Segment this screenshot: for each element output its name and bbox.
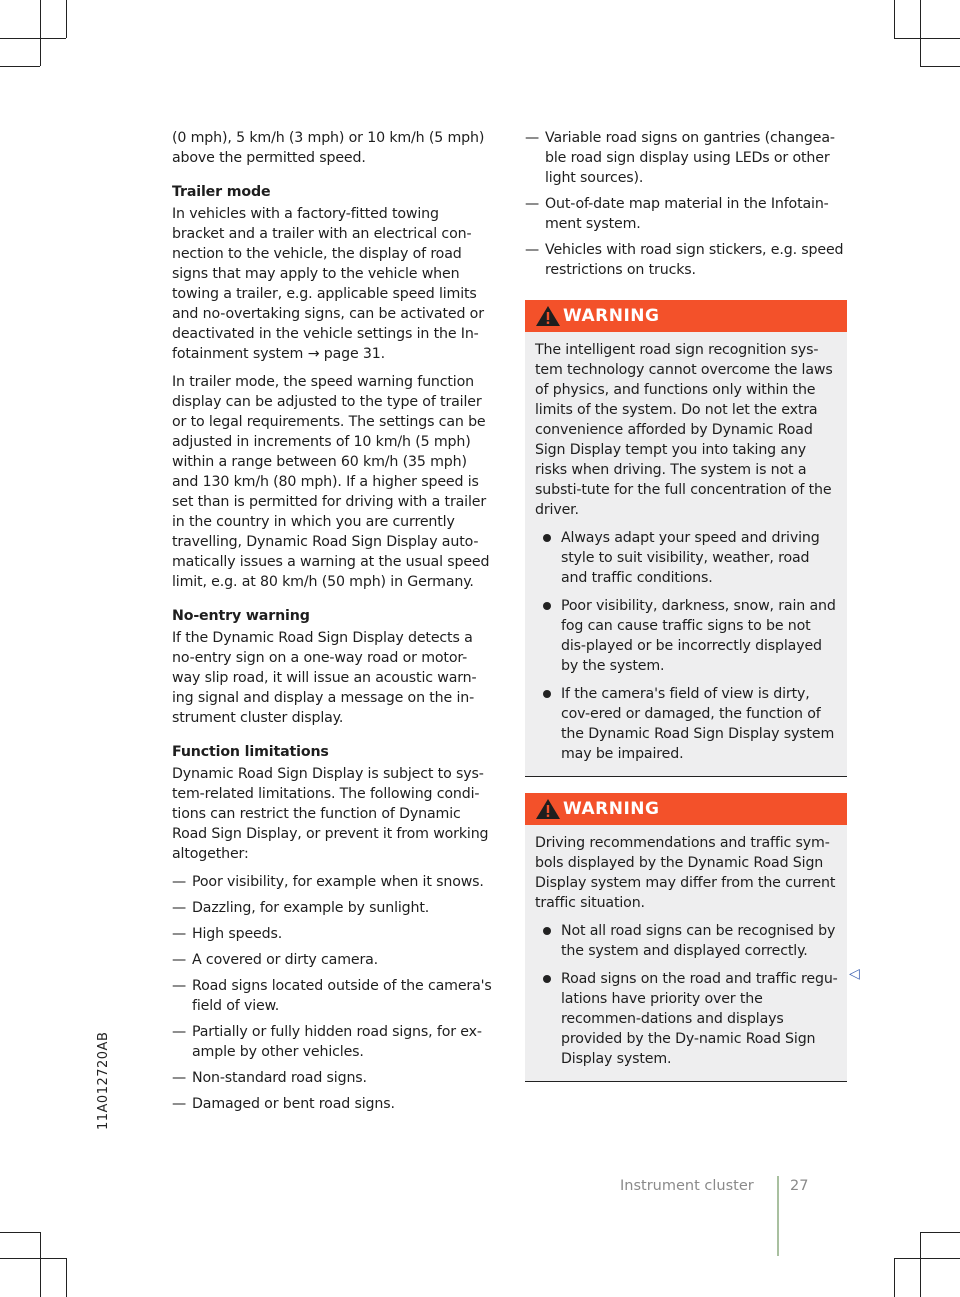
crop-mark <box>894 0 895 38</box>
page-reference-link[interactable]: page 31. <box>323 346 386 362</box>
heading-trailer-mode: Trailer mode <box>172 184 271 200</box>
warning-title-1: WARNING <box>563 306 660 326</box>
list-item: — Damaged or bent road signs. <box>172 1094 494 1114</box>
list-item: — Poor visibility, for example when it snows. <box>172 872 494 892</box>
list-item: — Road signs located outside of the camera's field of view. <box>172 976 494 1016</box>
warning-triangle-icon <box>535 305 561 327</box>
crop-mark <box>0 66 40 67</box>
list-item: — Variable road signs on gantries (changea-ble road sign display using LEDs or other light sources). <box>525 128 847 188</box>
trailer-paragraph-1 <box>172 204 494 364</box>
heading-function-limitations: Function limitations <box>172 744 329 760</box>
crop-mark <box>0 1232 40 1233</box>
footer-divider <box>777 1176 779 1256</box>
page-number: 27 <box>790 1178 809 1194</box>
warning-triangle-icon <box>535 798 561 820</box>
list-item: — A covered or dirty camera. <box>172 950 494 970</box>
crop-mark <box>0 1258 66 1259</box>
crop-mark <box>920 1232 960 1233</box>
warning-box-1 <box>525 300 847 777</box>
crop-mark <box>894 38 960 39</box>
warning-text-1: The intelligent road sign recognition sys-tem technology cannot overcome the laws of physics, and functions only within the limits of the system. Do not let the extra convenience afforded by Dynamic Road Sign Display tempt you into taking any risks when driving. The system is not a substi-tute for the full concentration of the driver. <box>535 342 833 518</box>
section-end-triangle-icon: ◁ <box>849 966 860 982</box>
crop-mark <box>66 1258 67 1297</box>
warning-text-2: Driving recommendations and traffic sym-bols displayed by the Dynamic Road Sign Display system may differ from the current traffic situation. <box>535 835 836 911</box>
crop-mark <box>66 0 67 38</box>
left-column <box>172 128 494 1120</box>
warning-bullet: Always adapt your speed and driving style to suit visibility, weather, road and traffic conditions. <box>543 528 839 588</box>
warning-bullet: Not all road signs can be recognised by the system and displayed correctly. <box>543 921 839 961</box>
list-item: — Out-of-date map material in the Infotain-ment system. <box>525 194 847 234</box>
heading-no-entry: No-entry warning <box>172 608 310 624</box>
crop-mark <box>920 66 960 67</box>
crop-mark <box>894 1258 960 1259</box>
warning-body-1 <box>525 332 847 776</box>
right-column <box>525 128 847 1082</box>
list-item: — Non-standard road signs. <box>172 1068 494 1088</box>
list-item: — Vehicles with road sign stickers, e.g. speed restrictions on trucks. <box>525 240 847 280</box>
crop-mark <box>40 0 41 66</box>
list-item: — Partially or fully hidden road signs, for ex-ample by other vehicles. <box>172 1022 494 1062</box>
list-item: — High speeds. <box>172 924 494 944</box>
crop-mark <box>920 0 921 66</box>
crop-mark <box>920 1232 921 1297</box>
trailer-paragraph-2: In trailer mode, the speed warning function display can be adjusted to the type of trailer or to legal requirements. The settings can be adjusted in increments of 10 km/h (5 mph) within a range between 60 km/h (35 mph) and 130 km/h (80 mph). If a higher speed is set than is permitted for driving with a trailer in the country in which you are currently travelling, Dynamic Road Sign Display auto-matically issues a warning at the usual speed limit, e.g. at 80 km/h (50 mph) in Germany. <box>172 374 490 590</box>
crop-mark <box>0 38 66 39</box>
crop-mark <box>894 1258 895 1297</box>
limitations-paragraph: Dynamic Road Sign Display is subject to sys-tem-related limitations. The following condi-tions can restrict the function of Dynamic Road Sign Display, or prevent it from working altogether: <box>172 766 489 862</box>
trailer-paragraph-1-text: In vehicles with a factory-fitted towing bracket and a trailer with an electrical con-nection to the vehicle, the display of road signs that may apply to the vehicle when towing a trailer, e.g. applicable speed limits and no-overtaking signs, can be activated or deactivated in the vehicle settings in the In-fotainment system <box>172 206 484 362</box>
warning-bullet: Poor visibility, darkness, snow, rain and fog can cause traffic signs to be not dis-played or be incorrectly displayed by the system. <box>543 596 839 676</box>
warning-bullet: Road signs on the road and traffic regu-lations have priority over the recommen-dations and displays provided by the Dy-namic Road Sign Display system. <box>543 969 839 1069</box>
warning-bullet: If the camera's field of view is dirty, cov-ered or damaged, the function of the Dynamic Road Sign Display system may be impaired. <box>543 684 839 764</box>
warning-header-2 <box>525 793 847 825</box>
intro-paragraph: (0 mph), 5 km/h (3 mph) or 10 km/h (5 mph) above the permitted speed. <box>172 130 485 166</box>
crop-mark <box>40 1232 41 1297</box>
arrow-right-icon: → <box>307 346 320 362</box>
footer-section-title: Instrument cluster <box>620 1178 754 1194</box>
warning-header-1 <box>525 300 847 332</box>
document-code: 11A012720AB <box>96 1031 111 1130</box>
warning-box-2 <box>525 793 847 1082</box>
warning-title-2: WARNING <box>563 799 660 819</box>
warning-body-2 <box>525 825 847 1081</box>
list-item: — Dazzling, for example by sunlight. <box>172 898 494 918</box>
no-entry-paragraph: If the Dynamic Road Sign Display detects a no-entry sign on a one-way road or motor-way slip road, it will issue an acoustic warn-ing signal and display a message on the in-strument cluster display. <box>172 630 477 726</box>
